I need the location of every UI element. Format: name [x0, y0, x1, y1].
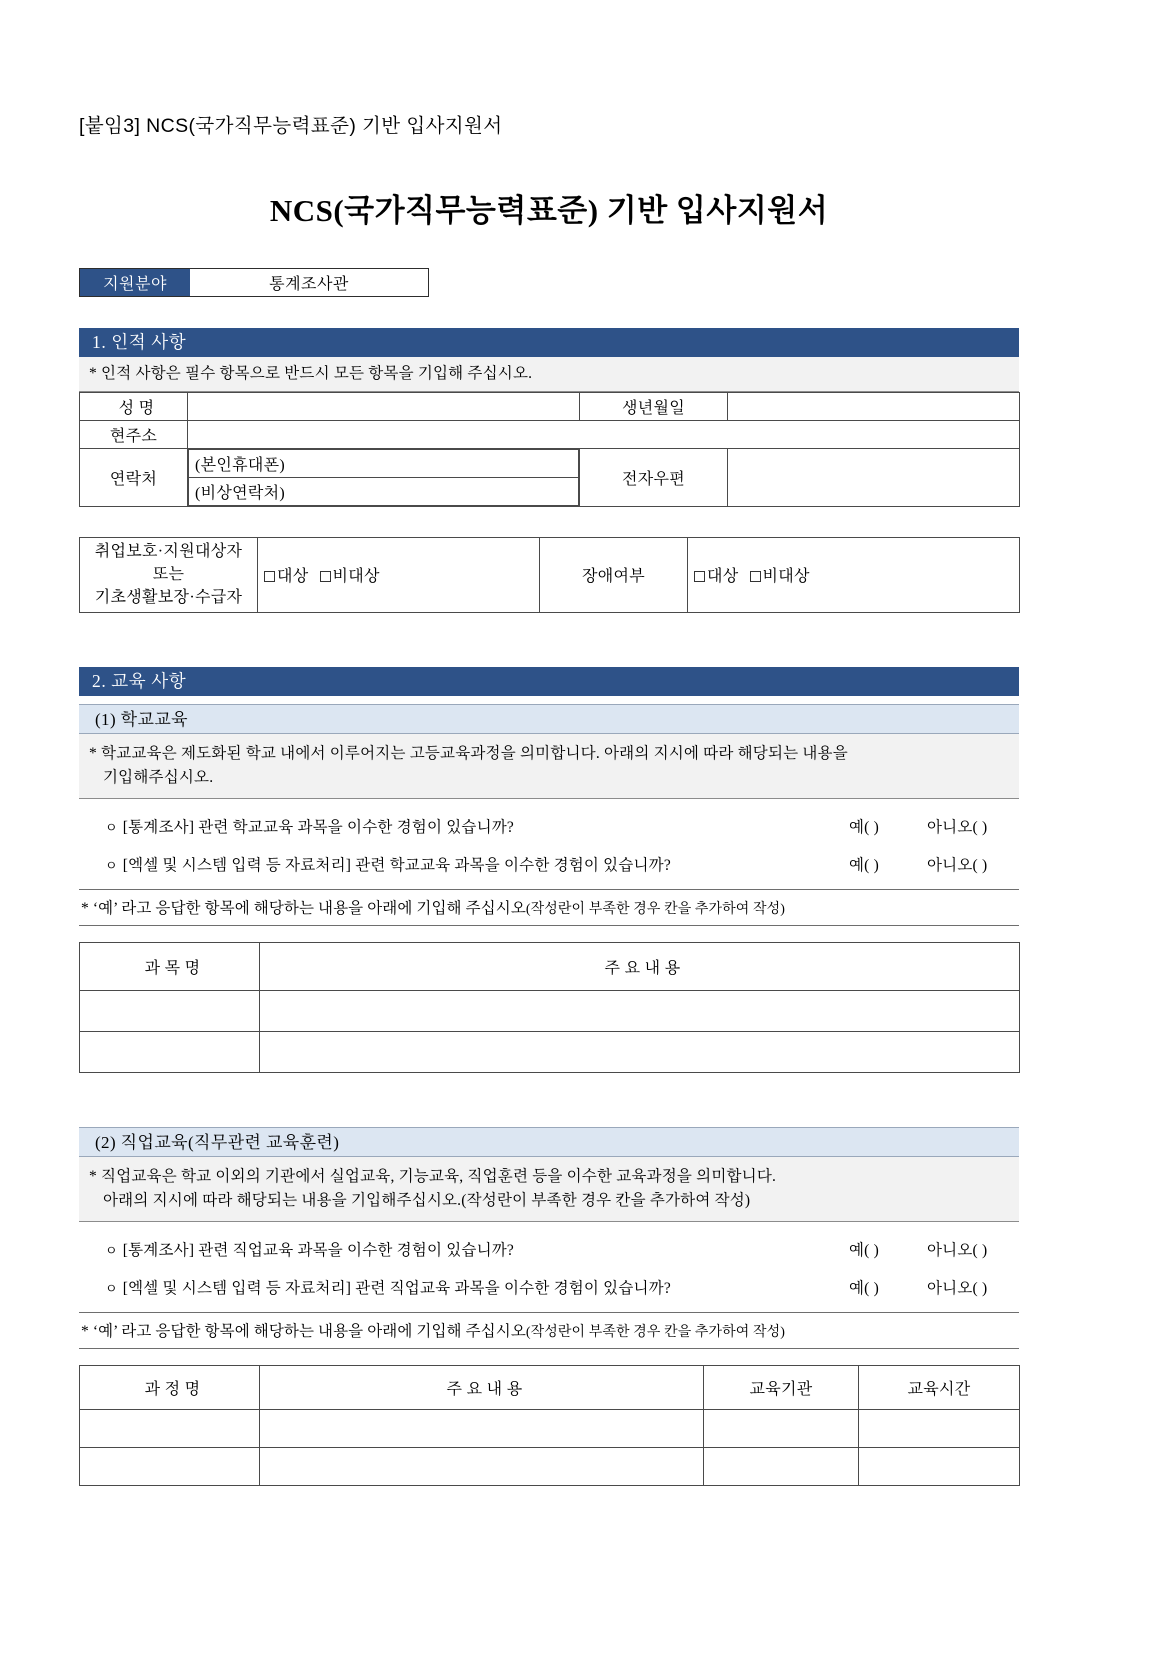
question-row [79, 847, 1019, 885]
contact-emergency-field[interactable]: (비상연락처) [189, 478, 579, 506]
question-row [79, 1232, 1019, 1270]
question-answers [849, 1276, 1019, 1298]
table-row [80, 393, 1020, 421]
vocational-education-note-line2: 아래의 지시에 따라 해당되는 내용을 기입해주십시오.(작성란이 부족한 경우 칸을 추가하여 작성) [103, 1191, 751, 1209]
question-answers [849, 1238, 1019, 1260]
disability-options [688, 538, 1020, 613]
question-text: ㅇ [엑셀 및 시스템 입력 등 자료처리] 관련 직업교육 과목을 이수한 경험이 있습니까? [105, 1279, 671, 1297]
question-text: ㅇ [엑셀 및 시스템 입력 등 자료처리] 관련 학교교육 과목을 이수한 경험이 있습니까? [105, 856, 671, 874]
subsection-vocational-education-heading: (2) 직업교육(직무관련 교육훈련) [79, 1127, 1019, 1157]
question-row [79, 809, 1019, 847]
question-text: ㅇ [통계조사] 관련 학교교육 과목을 이수한 경험이 있습니까? [105, 818, 514, 836]
name-label: 성 명 [80, 393, 188, 421]
page-title: NCS(국가직무능력표준) 기반 입사지원서 [269, 193, 829, 228]
attachment-label: [붙임3] NCS(국가직무능력표준) 기반 입사지원서 [79, 115, 503, 137]
employment-protection-option-not-target: 비대상 [332, 568, 380, 586]
school-education-note-line1: * 학교교육은 제도화된 학교 내에서 이루어지는 고등교육과정을 의미합니다. 아래의 지시에 따라 해당되는 내용을 [89, 744, 848, 762]
table-row [80, 1031, 1020, 1072]
column-header-subject: 과 목 명 [80, 942, 260, 990]
employment-protection-label [80, 538, 258, 613]
table-row [80, 1447, 1020, 1485]
address-value[interactable] [188, 421, 1020, 449]
school-education-note [79, 734, 1019, 799]
column-header-content: 주 요 내 용 [260, 942, 1020, 990]
school-education-questions [79, 799, 1019, 890]
vocational-education-note-line1: * 직업교육은 학교 이외의 기관에서 실업교육, 기능교육, 직업훈련 등을 이수한 교육과정을 의미합니다. [89, 1167, 777, 1185]
column-header-institution: 교육기관 [704, 1365, 859, 1409]
answer-yes[interactable]: 예( ) [849, 1279, 879, 1297]
address-label: 현주소 [80, 421, 188, 449]
star-note-main: * ‘예’ 라고 응답한 항목에 해당하는 내용을 아래에 기입해 주십시오 [81, 1322, 526, 1340]
cell-content[interactable] [260, 1447, 704, 1485]
cell-course[interactable] [80, 1447, 260, 1485]
column-header-hours: 교육시간 [859, 1365, 1020, 1409]
question-answers [849, 853, 1019, 875]
vocational-education-star-note [79, 1313, 1019, 1349]
cell-hours[interactable] [859, 1409, 1020, 1447]
checkbox-icon[interactable] [264, 571, 275, 582]
employment-protection-label-line1: 취업보호·지원대상자 [94, 543, 243, 561]
table-row [80, 538, 1020, 613]
table-header-row [80, 942, 1020, 990]
table-row [80, 1409, 1020, 1447]
checkbox-icon[interactable] [320, 571, 331, 582]
cell-course[interactable] [80, 1409, 260, 1447]
employment-protection-option-target: 대상 [277, 568, 309, 586]
answer-no[interactable]: 아니오( ) [927, 856, 988, 874]
school-education-table [79, 942, 1020, 1073]
answer-no[interactable]: 아니오( ) [927, 1279, 988, 1297]
cell-content[interactable] [260, 990, 1020, 1031]
cell-content[interactable] [260, 1409, 704, 1447]
field-of-application-row [79, 268, 429, 297]
cell-institution[interactable] [704, 1447, 859, 1485]
subsection-school-education-heading: (1) 학교교육 [79, 704, 1019, 734]
contact-cell [188, 449, 580, 507]
disability-option-not-target: 비대상 [762, 568, 810, 586]
checkbox-icon[interactable] [750, 571, 761, 582]
employment-protection-options [258, 538, 540, 613]
cell-institution[interactable] [704, 1409, 859, 1447]
employment-protection-label-line3: 기초생활보장·수급자 [94, 589, 243, 607]
table-row [80, 421, 1020, 449]
answer-no[interactable]: 아니오( ) [927, 1241, 988, 1259]
disability-option-target: 대상 [707, 568, 739, 586]
cell-hours[interactable] [859, 1447, 1020, 1485]
checkbox-icon[interactable] [694, 571, 705, 582]
cell-content[interactable] [260, 1031, 1020, 1072]
star-note-paren: (작성란이 부족한 경우 칸을 추가하여 작성) [525, 1324, 786, 1340]
employment-protection-label-line2: 또는 [152, 566, 185, 584]
star-note-paren: (작성란이 부족한 경우 칸을 추가하여 작성) [525, 901, 786, 917]
column-header-content: 주 요 내 용 [260, 1365, 704, 1409]
special-status-table [79, 537, 1020, 613]
answer-no[interactable]: 아니오( ) [927, 818, 988, 836]
table-row [80, 990, 1020, 1031]
answer-yes[interactable]: 예( ) [849, 856, 879, 874]
column-header-course: 과 정 명 [80, 1365, 260, 1409]
contact-label: 연락처 [80, 449, 188, 507]
answer-yes[interactable]: 예( ) [849, 818, 879, 836]
vocational-education-table [79, 1365, 1020, 1486]
section-1-note: * 인적 사항은 필수 항목으로 반드시 모든 항목을 기입해 주십시오. [79, 357, 1019, 392]
cell-subject[interactable] [80, 1031, 260, 1072]
email-value[interactable] [728, 449, 1020, 507]
field-of-application-label: 지원분야 [80, 269, 190, 296]
section-2-heading: 2. 교육 사항 [79, 667, 1019, 696]
personal-info-table [79, 392, 1020, 507]
birthdate-value[interactable] [728, 393, 1020, 421]
star-note-main: * ‘예’ 라고 응답한 항목에 해당하는 내용을 아래에 기입해 주십시오 [81, 899, 526, 917]
page-content [79, 0, 1019, 1486]
disability-label: 장애여부 [540, 538, 688, 613]
vocational-education-questions [79, 1222, 1019, 1313]
answer-yes[interactable]: 예( ) [849, 1241, 879, 1259]
school-education-note-line2: 기입해주십시오. [103, 768, 214, 786]
school-education-star-note [79, 890, 1019, 926]
email-label: 전자우편 [580, 449, 728, 507]
question-answers [849, 815, 1019, 837]
vocational-education-note [79, 1157, 1019, 1222]
question-text: ㅇ [통계조사] 관련 직업교육 과목을 이수한 경험이 있습니까? [105, 1241, 514, 1259]
question-row [79, 1270, 1019, 1308]
section-1-heading: 1. 인적 사항 [79, 328, 1019, 357]
field-of-application-value[interactable]: 통계조사관 [190, 269, 428, 296]
birthdate-label: 생년월일 [580, 393, 728, 421]
table-row [80, 449, 1020, 507]
name-value[interactable] [188, 393, 580, 421]
cell-subject[interactable] [80, 990, 260, 1031]
table-header-row [80, 1365, 1020, 1409]
contact-mobile-field[interactable]: (본인휴대폰) [189, 450, 579, 478]
